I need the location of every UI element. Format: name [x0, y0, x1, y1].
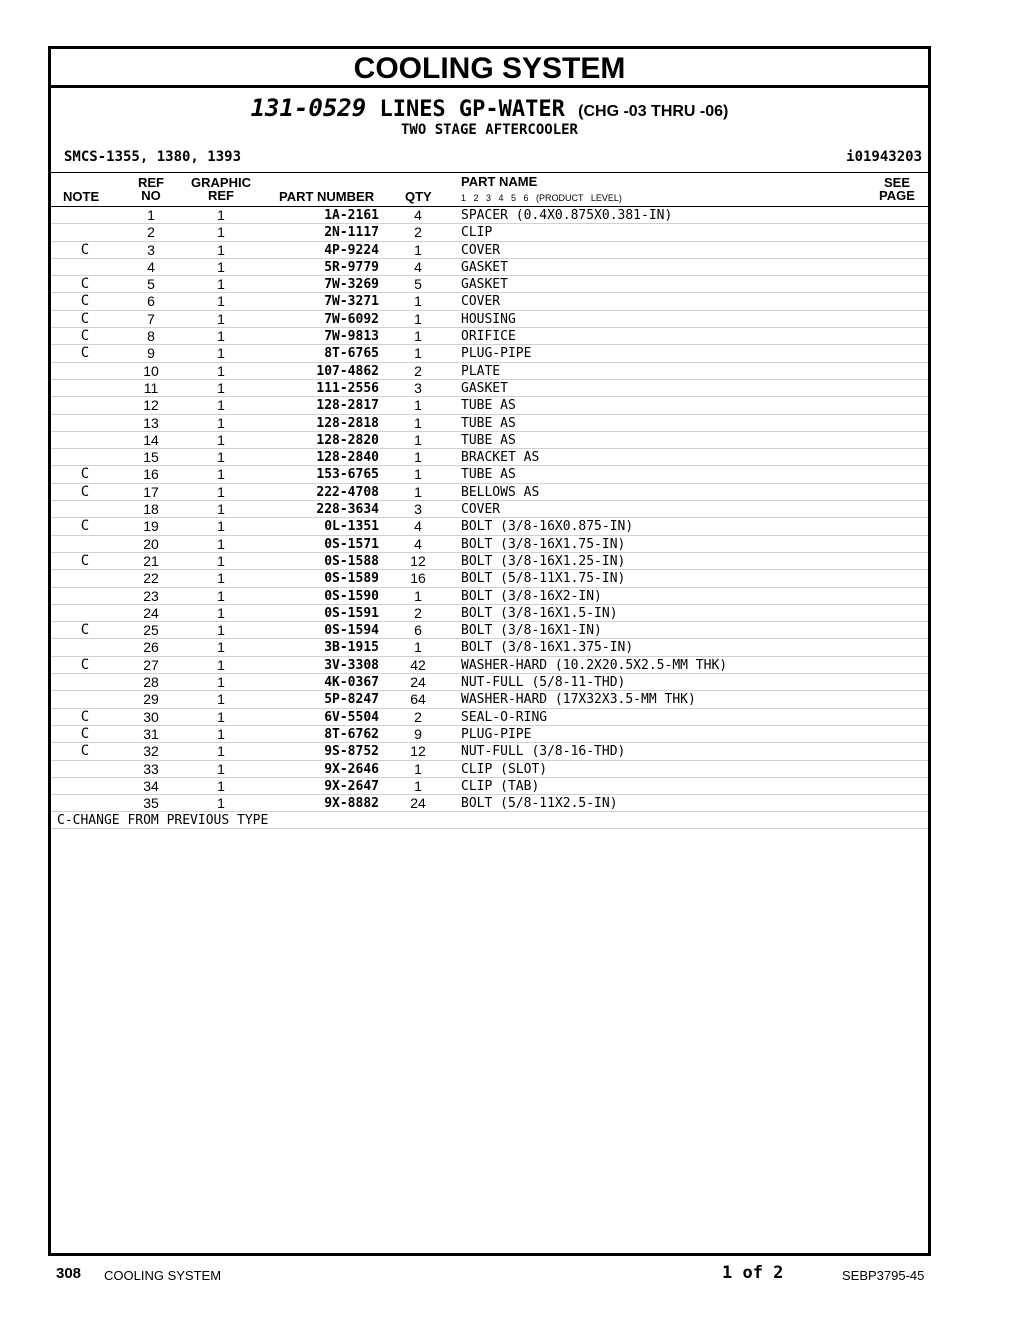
- footer-page-of: 1 of 2: [722, 1263, 784, 1283]
- graphic-ref-cell: 1: [217, 293, 225, 310]
- note-cell: C: [80, 345, 90, 362]
- parts-table: [51, 206, 928, 829]
- group-title: [51, 94, 928, 122]
- smcs-codes: SMCS-1355, 1380, 1393: [64, 149, 242, 165]
- note-cell: C: [80, 310, 90, 327]
- part-number-cell: 7W-6092: [324, 311, 379, 327]
- header-graphic-ref: [189, 176, 253, 202]
- graphic-ref-cell: 1: [217, 552, 225, 569]
- graphic-ref-cell: 1: [217, 604, 225, 621]
- graphic-ref-cell: 1: [217, 795, 225, 812]
- table-row: [51, 743, 928, 760]
- part-name-cell: BELLOWS AS: [461, 484, 540, 500]
- qty-cell: 1: [414, 310, 422, 327]
- qty-cell: 1: [414, 328, 422, 345]
- group-change: (CHG -03 THRU -06): [578, 103, 729, 120]
- note-cell: C: [80, 483, 90, 500]
- part-number-cell: 128-2840: [316, 450, 379, 466]
- part-name-cell: BOLT (5/8-11X2.5-IN): [461, 796, 618, 812]
- part-name-cell: PLUG-PIPE: [461, 726, 532, 742]
- table-row: [51, 224, 928, 241]
- graphic-ref-cell: 1: [217, 777, 225, 794]
- graphic-ref-cell: 1: [217, 743, 225, 760]
- part-number-cell: 228-3634: [316, 502, 379, 518]
- note-cell: C: [80, 656, 90, 673]
- note-cell: C: [80, 708, 90, 725]
- change-legend-note: C-CHANGE FROM PREVIOUS TYPE: [51, 812, 928, 829]
- table-row: [51, 311, 928, 328]
- footer-page-number: 308: [56, 1265, 82, 1282]
- header-product-levels: 1 2 3 4 5 6 (PRODUCT LEVEL): [461, 193, 622, 203]
- header-note: NOTE: [63, 189, 100, 204]
- graphic-ref-cell: 1: [217, 449, 225, 466]
- ref-no-cell: 17: [143, 483, 159, 500]
- part-name-cell: BOLT (3/8-16X1-IN): [461, 623, 602, 639]
- qty-cell: 1: [414, 241, 422, 258]
- qty-cell: 3: [414, 501, 422, 518]
- qty-cell: 2: [414, 604, 422, 621]
- ref-no-cell: 12: [143, 397, 159, 414]
- qty-cell: 4: [414, 258, 422, 275]
- group-subtitle: TWO STAGE AFTERCOOLER: [400, 122, 578, 138]
- part-name-cell: BOLT (3/8-16X2-IN): [461, 588, 602, 604]
- part-number-cell: 0S-1591: [324, 605, 379, 621]
- footer-publication: SEBP3795-45: [842, 1268, 925, 1283]
- graphic-ref-cell: 1: [217, 518, 225, 535]
- table-row: [51, 345, 928, 362]
- part-number-cell: 0S-1594: [324, 623, 379, 639]
- graphic-ref-cell: 1: [217, 379, 225, 396]
- part-name-cell: HOUSING: [461, 311, 516, 327]
- qty-cell: 6: [414, 622, 422, 639]
- ref-no-cell: 35: [143, 795, 159, 812]
- ref-no-cell: 13: [143, 414, 159, 431]
- ref-no-cell: 1: [147, 207, 155, 223]
- header-part-number: PART NUMBER: [279, 189, 375, 204]
- table-row: [51, 709, 928, 726]
- ref-no-cell: 24: [143, 604, 159, 621]
- ref-no-cell: 14: [143, 431, 159, 448]
- part-number-cell: 1A-2161: [324, 208, 379, 223]
- header-qty: QTY: [405, 189, 432, 204]
- table-row: [51, 518, 928, 535]
- part-name-cell: PLATE: [461, 363, 501, 379]
- qty-cell: 1: [414, 777, 422, 794]
- ref-no-cell: 16: [143, 466, 159, 483]
- ref-no-cell: 7: [147, 310, 155, 327]
- graphic-ref-cell: 1: [217, 345, 225, 362]
- table-row: [51, 293, 928, 310]
- ref-no-cell: 28: [143, 674, 159, 691]
- ref-no-cell: 27: [143, 656, 159, 673]
- part-name-cell: SEAL-O-RING: [461, 709, 548, 725]
- ref-no-cell: 8: [147, 328, 155, 345]
- part-name-cell: BOLT (3/8-16X1.75-IN): [461, 536, 626, 552]
- table-row: [51, 259, 928, 276]
- qty-cell: 4: [414, 207, 422, 223]
- graphic-ref-cell: 1: [217, 587, 225, 604]
- table-row: [51, 536, 928, 553]
- ref-no-cell: 20: [143, 535, 159, 552]
- qty-cell: 16: [410, 570, 426, 587]
- qty-cell: 1: [414, 431, 422, 448]
- qty-cell: 12: [410, 552, 426, 569]
- table-row: [51, 242, 928, 259]
- graphic-ref-cell: 1: [217, 224, 225, 241]
- table-row: [51, 674, 928, 691]
- ref-no-cell: 32: [143, 743, 159, 760]
- graphic-ref-cell: 1: [217, 431, 225, 448]
- ref-no-cell: 5: [147, 276, 155, 293]
- part-number-cell: 0S-1589: [324, 571, 379, 587]
- header-ref-no-line1: REF: [138, 175, 164, 190]
- part-name-cell: BOLT (3/8-16X1.375-IN): [461, 640, 634, 656]
- qty-cell: 24: [410, 795, 426, 812]
- table-row: [51, 380, 928, 397]
- part-name-cell: CLIP: [461, 225, 493, 241]
- graphic-ref-cell: 1: [217, 397, 225, 414]
- ref-no-cell: 31: [143, 725, 159, 742]
- qty-cell: 5: [414, 276, 422, 293]
- header-graphic-ref-line1: GRAPHIC: [191, 175, 251, 190]
- graphic-ref-cell: 1: [217, 483, 225, 500]
- ref-no-cell: 15: [143, 449, 159, 466]
- part-number-cell: 128-2820: [316, 432, 379, 448]
- part-name-cell: TUBE AS: [461, 415, 516, 431]
- part-name-cell: BOLT (3/8-16X0.875-IN): [461, 519, 634, 535]
- ref-no-cell: 10: [143, 362, 159, 379]
- ref-no-cell: 33: [143, 760, 159, 777]
- qty-cell: 12: [410, 743, 426, 760]
- footer-section: COOLING SYSTEM: [104, 1268, 222, 1283]
- table-row: [51, 484, 928, 501]
- part-number-cell: 128-2818: [316, 415, 379, 431]
- part-number-cell: 5R-9779: [324, 259, 379, 275]
- qty-cell: 9: [414, 725, 422, 742]
- part-name-cell: COVER: [461, 242, 501, 258]
- graphic-ref-cell: 1: [217, 535, 225, 552]
- part-name-cell: ORIFICE: [461, 329, 516, 345]
- graphic-ref-cell: 1: [217, 570, 225, 587]
- part-name-cell: GASKET: [461, 277, 508, 293]
- part-name-cell: WASHER-HARD (10.2X20.5X2.5-MM THK): [461, 657, 728, 673]
- part-name-cell: BRACKET AS: [461, 450, 540, 466]
- qty-cell: 4: [414, 535, 422, 552]
- note-cell: C: [80, 276, 90, 293]
- header-see-page-line2: PAGE: [879, 188, 915, 203]
- part-number-cell: 7W-9813: [324, 329, 379, 345]
- note-cell: C: [80, 241, 90, 258]
- part-number-cell: 9X-2646: [324, 761, 379, 777]
- graphic-ref-cell: 1: [217, 656, 225, 673]
- part-number-cell: 5P-8247: [324, 692, 379, 708]
- part-name-cell: GASKET: [461, 380, 508, 396]
- part-number-cell: 107-4862: [316, 363, 379, 379]
- graphic-ref-cell: 1: [217, 414, 225, 431]
- part-name-cell: NUT-FULL (3/8-16-THD): [461, 744, 626, 760]
- table-row: [51, 276, 928, 293]
- illustration-id: i01943203: [846, 149, 922, 165]
- part-number-cell: 9X-8882: [324, 796, 379, 812]
- part-number-cell: 6V-5504: [324, 709, 379, 725]
- ref-no-cell: 11: [143, 379, 159, 396]
- part-number-cell: 128-2817: [316, 398, 379, 414]
- table-row: [51, 553, 928, 570]
- graphic-ref-cell: 1: [217, 258, 225, 275]
- qty-cell: 1: [414, 587, 422, 604]
- qty-cell: 1: [414, 483, 422, 500]
- graphic-ref-cell: 1: [217, 276, 225, 293]
- part-number-cell: 2N-1117: [324, 225, 379, 241]
- graphic-ref-cell: 1: [217, 639, 225, 656]
- graphic-ref-cell: 1: [217, 674, 225, 691]
- graphic-ref-cell: 1: [217, 501, 225, 518]
- table-row: [51, 726, 928, 743]
- qty-cell: 1: [414, 345, 422, 362]
- ref-no-cell: 26: [143, 639, 159, 656]
- table-row: [51, 639, 928, 656]
- table-row: [51, 501, 928, 518]
- graphic-ref-cell: 1: [217, 362, 225, 379]
- graphic-ref-cell: 1: [217, 708, 225, 725]
- header-ref-no-line2: NO: [141, 188, 161, 203]
- part-name-cell: COVER: [461, 502, 501, 518]
- ref-no-cell: 21: [143, 552, 159, 569]
- ref-no-cell: 19: [143, 518, 159, 535]
- part-number-cell: 0S-1571: [324, 536, 379, 552]
- part-number-cell: 8T-6765: [324, 346, 379, 362]
- part-number-cell: 4P-9224: [324, 242, 379, 258]
- graphic-ref-cell: 1: [217, 466, 225, 483]
- graphic-ref-cell: 1: [217, 691, 225, 708]
- table-row: [51, 328, 928, 345]
- graphic-ref-cell: 1: [217, 207, 225, 223]
- table-row: [51, 795, 928, 812]
- part-name-cell: BOLT (5/8-11X1.75-IN): [461, 571, 626, 587]
- part-name-cell: BOLT (3/8-16X1.25-IN): [461, 553, 626, 569]
- table-row: [51, 466, 928, 483]
- qty-cell: 24: [410, 674, 426, 691]
- table-row: [51, 588, 928, 605]
- qty-cell: 64: [410, 691, 426, 708]
- table-row: [51, 207, 928, 224]
- qty-cell: 4: [414, 518, 422, 535]
- graphic-ref-cell: 1: [217, 622, 225, 639]
- part-name-cell: TUBE AS: [461, 398, 516, 414]
- table-row: [51, 397, 928, 414]
- ref-no-cell: 25: [143, 622, 159, 639]
- ref-no-cell: 3: [147, 241, 155, 258]
- part-name-cell: GASKET: [461, 259, 508, 275]
- part-number-cell: 153-6765: [316, 467, 379, 483]
- ref-no-cell: 4: [147, 258, 155, 275]
- part-number-cell: 0L-1351: [324, 519, 379, 535]
- graphic-ref-cell: 1: [217, 725, 225, 742]
- qty-cell: 2: [414, 224, 422, 241]
- table-row: [51, 657, 928, 674]
- part-number-cell: 9X-2647: [324, 778, 379, 794]
- graphic-ref-cell: 1: [217, 760, 225, 777]
- header-graphic-ref-line2: REF: [208, 188, 234, 203]
- ref-no-cell: 23: [143, 587, 159, 604]
- part-number-cell: 7W-3271: [324, 294, 379, 310]
- ref-no-cell: 22: [143, 570, 159, 587]
- table-row: [51, 691, 928, 708]
- group-name: LINES GP-WATER: [379, 97, 565, 122]
- ref-no-cell: 9: [147, 345, 155, 362]
- qty-cell: 42: [410, 656, 426, 673]
- ref-no-cell: 6: [147, 293, 155, 310]
- table-row: [51, 415, 928, 432]
- section-title: COOLING SYSTEM: [51, 49, 928, 88]
- qty-cell: 1: [414, 466, 422, 483]
- header-part-name: PART NAME: [461, 174, 538, 189]
- ref-no-cell: 18: [143, 501, 159, 518]
- part-name-cell: CLIP (SLOT): [461, 761, 548, 777]
- qty-cell: 2: [414, 708, 422, 725]
- part-number-cell: 0S-1590: [324, 588, 379, 604]
- note-cell: C: [80, 743, 90, 760]
- note-cell: C: [80, 293, 90, 310]
- note-cell: C: [80, 466, 90, 483]
- table-row: [51, 761, 928, 778]
- part-number-cell: 8T-6762: [324, 726, 379, 742]
- qty-cell: 1: [414, 397, 422, 414]
- table-row: [51, 363, 928, 380]
- qty-cell: 1: [414, 414, 422, 431]
- part-number-cell: 222-4708: [316, 484, 379, 500]
- table-row: [51, 605, 928, 622]
- table-row: [51, 622, 928, 639]
- ref-no-cell: 30: [143, 708, 159, 725]
- ref-no-cell: 34: [143, 777, 159, 794]
- header-divider: [51, 172, 928, 173]
- qty-cell: 1: [414, 449, 422, 466]
- part-number-cell: 0S-1588: [324, 553, 379, 569]
- note-cell: C: [80, 518, 90, 535]
- part-name-cell: BOLT (3/8-16X1.5-IN): [461, 605, 618, 621]
- note-cell: C: [80, 328, 90, 345]
- graphic-ref-cell: 1: [217, 241, 225, 258]
- note-cell: C: [80, 725, 90, 742]
- qty-cell: 1: [414, 293, 422, 310]
- note-cell: C: [80, 622, 90, 639]
- ref-no-cell: 2: [147, 224, 155, 241]
- part-name-cell: TUBE AS: [461, 432, 516, 448]
- note-cell: C: [80, 552, 90, 569]
- ref-no-cell: 29: [143, 691, 159, 708]
- table-row: [51, 432, 928, 449]
- part-number-cell: 111-2556: [316, 380, 379, 396]
- page-frame: [48, 46, 931, 1256]
- part-name-cell: NUT-FULL (5/8-11-THD): [461, 675, 626, 691]
- table-row: [51, 778, 928, 795]
- table-row: [51, 570, 928, 587]
- part-name-cell: SPACER (0.4X0.875X0.381-IN): [461, 208, 673, 223]
- part-name-cell: CLIP (TAB): [461, 778, 540, 794]
- part-number-cell: 4K-0367: [324, 675, 379, 691]
- qty-cell: 3: [414, 379, 422, 396]
- part-name-cell: PLUG-PIPE: [461, 346, 532, 362]
- table-row: [51, 449, 928, 466]
- qty-cell: 1: [414, 639, 422, 656]
- part-name-cell: COVER: [461, 294, 501, 310]
- part-number-cell: 3B-1915: [324, 640, 379, 656]
- qty-cell: 1: [414, 760, 422, 777]
- header-see-page-line1: SEE: [883, 175, 910, 190]
- part-number-cell: 7W-3269: [324, 277, 379, 293]
- header-ref-no: [131, 176, 171, 202]
- part-number-cell: 3V-3308: [324, 657, 379, 673]
- part-number-cell: 9S-8752: [324, 744, 379, 760]
- header-see-page: [877, 176, 917, 202]
- group-part-number: 131-0529: [250, 94, 367, 122]
- part-name-cell: TUBE AS: [461, 467, 516, 483]
- qty-cell: 2: [414, 362, 422, 379]
- graphic-ref-cell: 1: [217, 310, 225, 327]
- graphic-ref-cell: 1: [217, 328, 225, 345]
- part-name-cell: WASHER-HARD (17X32X3.5-MM THK): [461, 692, 696, 708]
